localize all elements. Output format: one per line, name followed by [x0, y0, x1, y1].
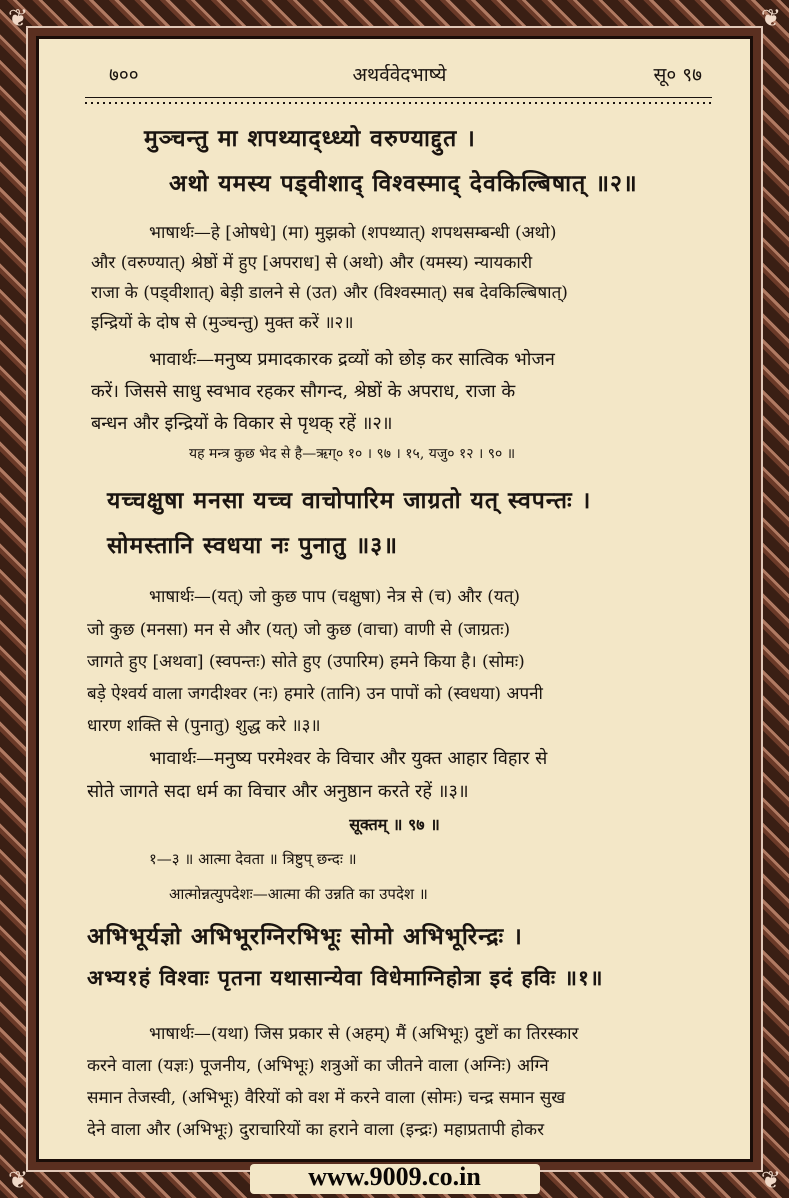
- mantra-2-line-2: अथो यमस्य पड्वीशाद् विश्वस्माद् देवकिल्बिषात् ॥२॥: [169, 170, 638, 197]
- sukta-end: सूक्तम् ॥ ९७ ॥: [349, 815, 440, 834]
- sukta-98-meta: १—३ ॥ आत्मा देवता ॥ त्रिष्टुप् छन्दः ॥: [149, 850, 357, 868]
- bhashartha-2-line-4: इन्द्रियों के दोष से (मुञ्चन्तु) मुक्त करें ॥२॥: [91, 313, 354, 333]
- mantra-3-line-2: सोमस्तानि स्वधया नः पुनातु ॥३॥: [107, 532, 399, 559]
- bhashartha-2-line-2: और (वरुण्यात्) श्रेष्ठों में हुए [अपराध] से (अथो) और (यमस्य) न्यायकारी: [91, 253, 533, 273]
- mantra-98-1-line-2: अभ्य१हं विश्वाः पृतना यथासान्येवा विधेमाग्निहोत्रा इदं हविः ॥१॥: [87, 965, 604, 990]
- page-header: [89, 61, 710, 91]
- corner-ornament-icon: ❦: [760, 1166, 781, 1194]
- bhashartha-98-1-line-1: भाषार्थः—(यथा) जिस प्रकार से (अहम्) मैं (अभिभूः) दुष्टों का तिरस्कार: [149, 1024, 579, 1044]
- bhavartha-2-line-1: भावार्थः—मनुष्य प्रमादकारक द्रव्यों को छोड़ कर सात्विक भोजन: [149, 349, 555, 370]
- bhashartha-3-line-2: जो कुछ (मनसा) मन से और (यत्) जो कुछ (वाचा) वाणी से (जाग्रतः): [87, 620, 511, 640]
- mantra-2-line-1: मुञ्चन्तु मा शपथ्याद्ध्ध्यो वरुण्याद्दुत ।: [144, 125, 476, 152]
- corner-ornament-icon: ❦: [760, 4, 781, 32]
- bhavartha-2-line-2: करें। जिससे साधु स्वभाव रहकर सौगन्द, श्रेष्ठों के अपराध, राजा के: [91, 381, 516, 402]
- book-title: अथर्ववेदभाष्ये: [352, 64, 447, 86]
- corner-ornament-icon: ❦: [8, 1166, 29, 1194]
- mantra-3-line-1: यच्चक्षुषा मनसा यच्च वाचोपारिम जाग्रतो यत् स्वपन्तः ।: [107, 487, 592, 514]
- bhashartha-3-line-1: भाषार्थः—(यत्) जो कुछ पाप (चक्षुषा) नेत्र से (च) और (यत्): [149, 587, 521, 607]
- bhashartha-3-line-4: बड़े ऐश्वर्य वाला जगदीश्वर (नः) हमारे (तानि) उन पापों को (स्वधया) अपनी: [87, 684, 543, 704]
- website-url[interactable]: www.9009.co.in: [308, 1162, 481, 1191]
- sukta-98-topic: आत्मोन्नत्युपदेशः—आत्मा की उन्नति का उपदेश ॥: [169, 885, 428, 903]
- mantra-98-1-line-1: अभिभूर्यज्ञो अभिभूरग्निरभिभूः सोमो अभिभूरिन्द्रः ।: [87, 923, 523, 950]
- page-number: ७००: [109, 64, 139, 86]
- bhashartha-98-1-line-4: देने वाला और (अभिभूः) दुराचारियों का हराने वाला (इन्द्रः) महाप्रतापी होकर: [87, 1120, 545, 1140]
- bhashartha-98-1-line-2: करने वाला (यज्ञः) पूजनीय, (अभिभूः) शत्रुओं का जीतने वाला (अग्निः) अग्नि: [87, 1056, 549, 1076]
- bhashartha-3-line-3: जागते हुए [अथवा] (स्वपन्तः) सोते हुए (उपारिम) हमने किया है। (सोमः): [87, 652, 525, 672]
- header-divider: [85, 97, 712, 106]
- bhavartha-3-line-2: सोते जागते सदा धर्म का विचार और अनुष्ठान करते रहें ॥३॥: [87, 781, 469, 802]
- bhashartha-2-line-1: भाषार्थः—हे [ओषधे] (मा) मुझको (शपथ्यात्) शपथसम्बन्धी (अथो): [149, 223, 557, 243]
- bhavartha-3-line-1: भावार्थः—मनुष्य परमेश्वर के विचार और युक्त आहार विहार से: [149, 748, 548, 769]
- bhashartha-3-line-5: धारण शक्ति से (पुनातु) शुद्ध करे ॥३॥: [87, 716, 321, 736]
- sukta-reference: सू० ९७: [653, 64, 702, 86]
- bhashartha-2-line-3: राजा के (पड्वीशात्) बेड़ी डालने से (उत) और (विश्वस्मात्) सब देवकिल्बिषात्): [91, 283, 568, 303]
- bhavartha-2-line-3: बन्धन और इन्द्रियों के विकार से पृथक् रहें ॥२॥: [91, 413, 393, 434]
- corner-ornament-icon: ❦: [8, 4, 29, 32]
- reference-note-2: यह मन्त्र कुछ भेद से है—ऋग्० १० । ९७ । १५, यजु० १२ । ९० ॥: [189, 446, 516, 462]
- bhashartha-98-1-line-3: समान तेजस्वी, (अभिभूः) वैरियों को वश में करने वाला (सोमः) चन्द्र समान सुख: [87, 1088, 566, 1108]
- book-page: [36, 36, 753, 1162]
